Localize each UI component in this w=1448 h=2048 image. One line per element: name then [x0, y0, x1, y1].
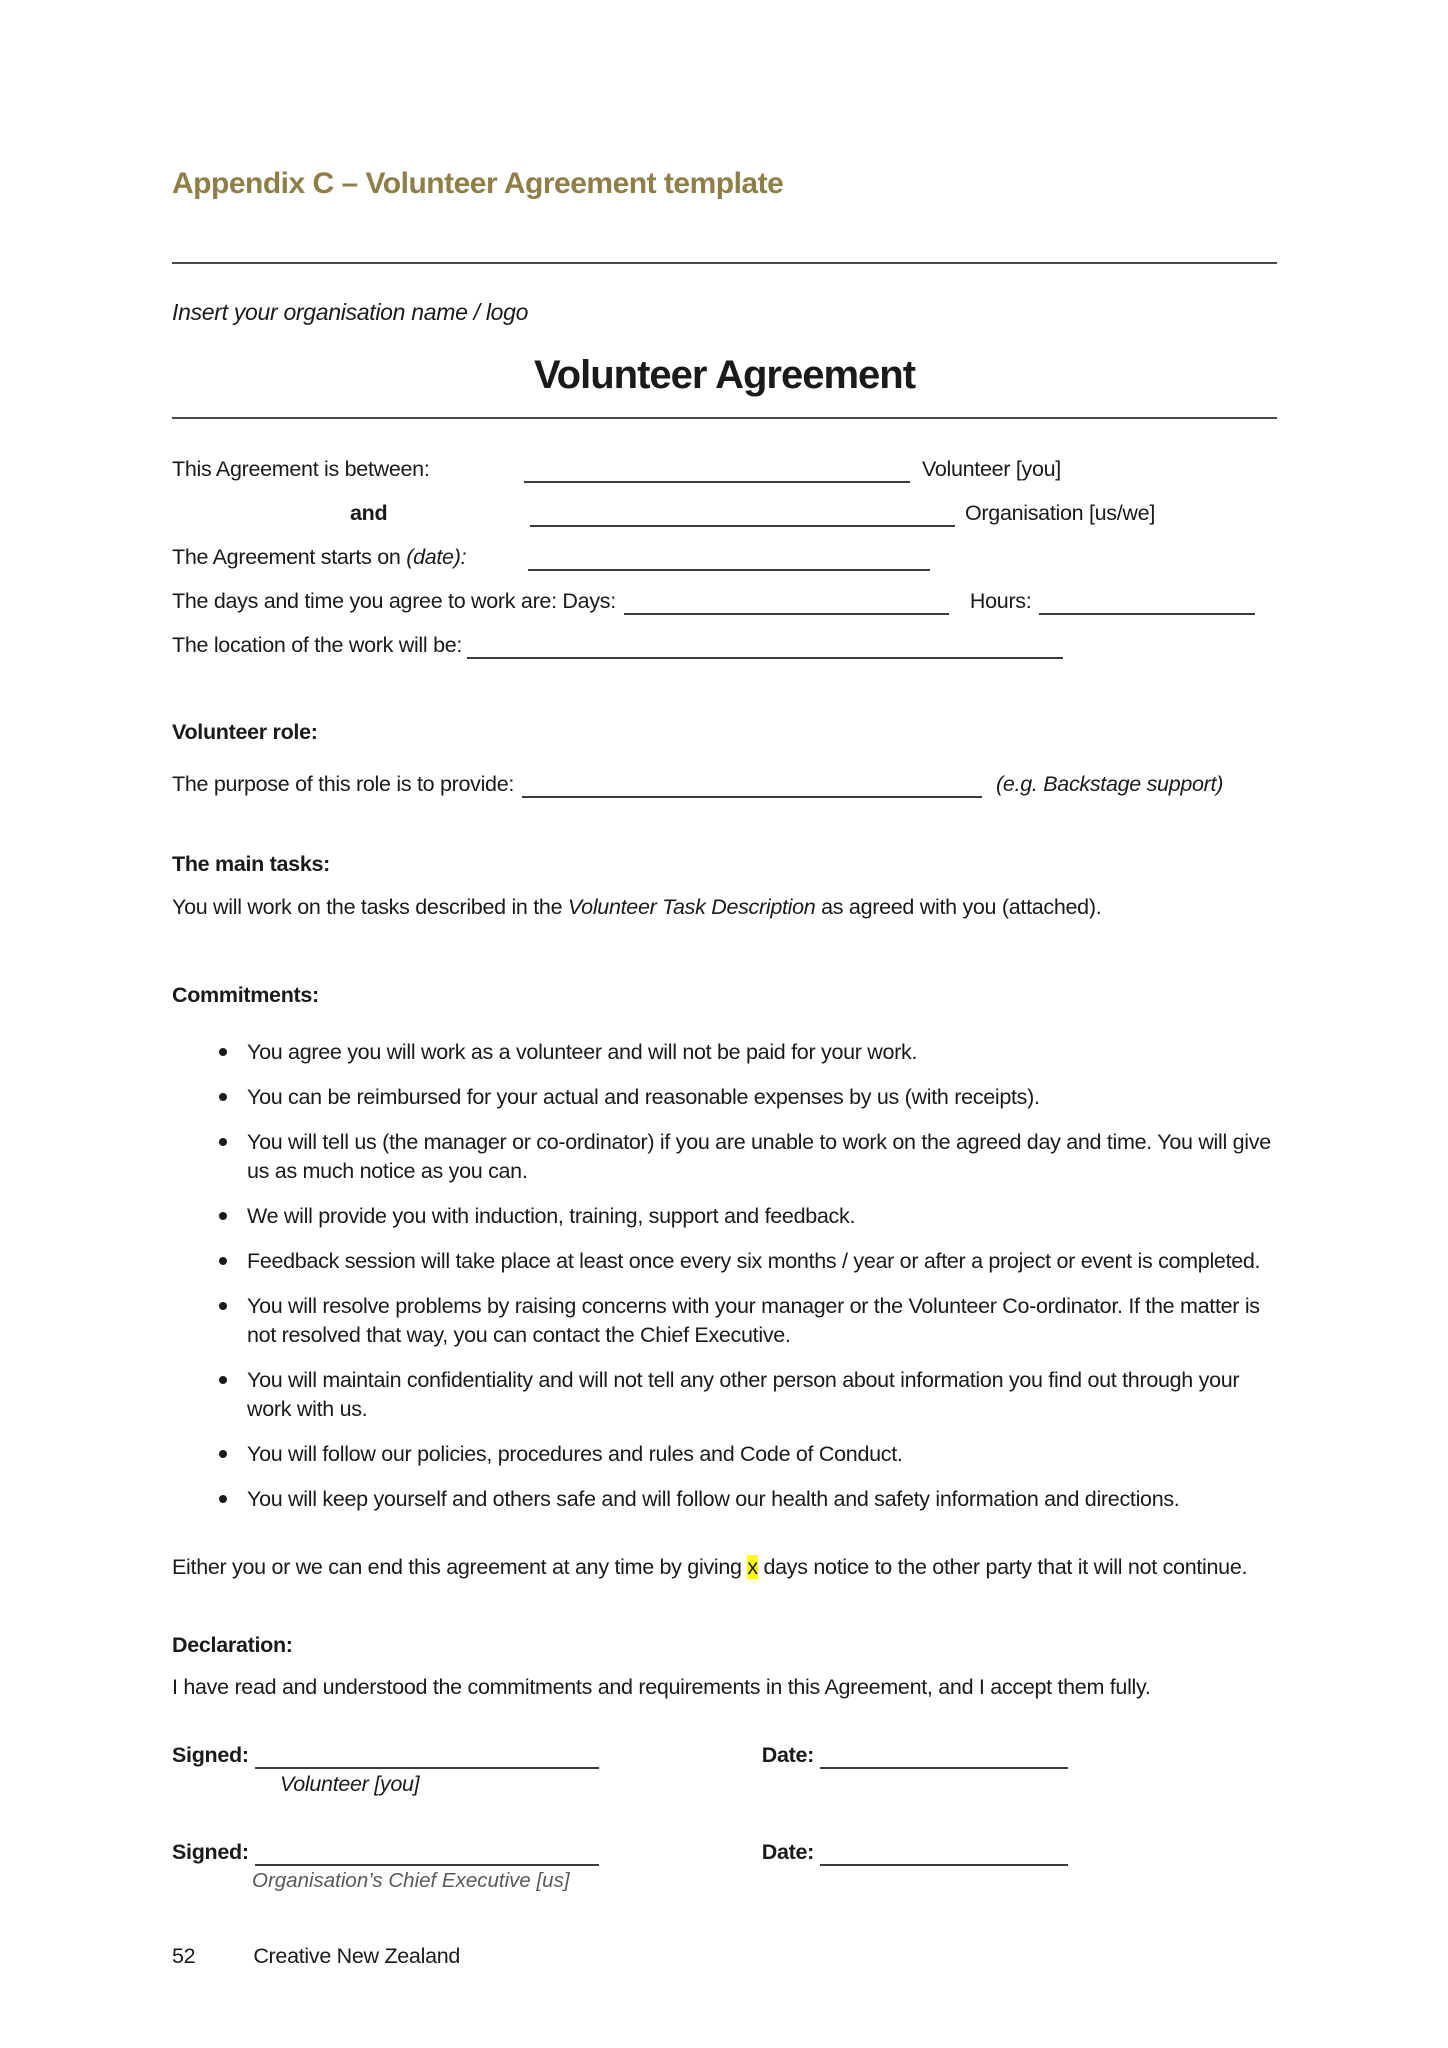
field-row-days-hours — [172, 587, 1277, 615]
highlighted-x-placeholder: x — [747, 1555, 758, 1579]
termination-clause: Either you or we can end this agreement at any time by giving x days notice to the other party that it will not continue. — [172, 1555, 1248, 1579]
list-item: Feedback session will take place at least once every six months / year or after a project or event is completed. — [172, 1247, 1277, 1276]
bullet-icon — [219, 1093, 227, 1101]
list-item: You will tell us (the manager or co-ordinator) if you are unable to work on the agreed day and time. You will give us as much notice as you can. — [172, 1128, 1277, 1186]
signature-note-chief-executive: Organisation’s Chief Executive [us] — [252, 1869, 570, 1892]
commitments-heading: Commitments: — [172, 983, 319, 1007]
bullet-icon — [219, 1212, 227, 1220]
list-item: You will follow our policies, procedures and rules and Code of Conduct. — [172, 1440, 1277, 1469]
bullet-icon — [219, 1302, 227, 1310]
signed-label: Signed: — [172, 1743, 249, 1767]
date-label: Date: — [761, 1743, 814, 1767]
blank-line-signature — [255, 1765, 599, 1769]
blank-line-volunteer-name — [524, 479, 910, 483]
field-row-start-date — [172, 543, 1277, 571]
list-item: You will keep yourself and others safe and will follow our health and safety information and directions. — [172, 1485, 1277, 1514]
and-label: and — [350, 501, 388, 525]
start-date-label: The Agreement starts on (date): — [172, 545, 467, 569]
signature-block-volunteer — [172, 1741, 1277, 1797]
blank-line-days — [624, 611, 949, 615]
days-label: The days and time you agree to work are: Days: — [172, 589, 616, 613]
signature-note-volunteer: Volunteer [you] — [280, 1772, 420, 1796]
organisation-name-placeholder-note: Insert your organisation name / logo — [172, 299, 529, 325]
blank-line-start-date — [528, 567, 930, 571]
appendix-title: Appendix C – Volunteer Agreement template — [172, 167, 784, 200]
page-number: 52 — [172, 1944, 196, 1968]
bullet-icon — [219, 1495, 227, 1503]
blank-line-purpose — [522, 794, 982, 798]
document-title: Volunteer Agreement — [533, 353, 916, 397]
list-item: You agree you will work as a volunteer and will not be paid for your work. — [172, 1038, 1277, 1067]
bullet-icon — [219, 1257, 227, 1265]
purpose-row — [172, 770, 1277, 798]
page-footer — [172, 1942, 1277, 1970]
list-item: You can be reimbursed for your actual and reasonable expenses by us (with receipts). — [172, 1083, 1277, 1112]
declaration-heading: Declaration: — [172, 1633, 293, 1657]
and-suffix: Organisation [us/we] — [965, 501, 1155, 525]
field-row-location — [172, 631, 1277, 659]
signed-label: Signed: — [172, 1840, 249, 1864]
list-item: We will provide you with induction, training, support and feedback. — [172, 1202, 1277, 1231]
page-content — [172, 0, 1277, 1970]
main-tasks-heading: The main tasks: — [172, 852, 330, 876]
task-description-italic: Volunteer Task Description — [567, 895, 816, 919]
blank-line-hours — [1039, 611, 1255, 615]
hours-label: Hours: — [969, 589, 1032, 613]
signature-row — [172, 1741, 1277, 1769]
blank-line-date — [820, 1765, 1068, 1769]
bullet-icon — [219, 1450, 227, 1458]
volunteer-role-heading: Volunteer role: — [172, 720, 318, 744]
footer-org-name: Creative New Zealand — [253, 1944, 461, 1968]
declaration-body: I have read and understood the commitments and requirements in this Agreement, and I accept them fully. — [172, 1675, 1151, 1699]
field-row-between — [172, 455, 1277, 483]
blank-line-location — [467, 655, 1063, 659]
date-italic-hint: (date): — [406, 545, 467, 569]
signature-block-chief-executive — [172, 1838, 1277, 1894]
between-suffix: Volunteer [you] — [922, 457, 1061, 481]
between-label: This Agreement is between: — [172, 457, 430, 481]
purpose-example: (e.g. Backstage support) — [996, 772, 1224, 796]
signature-row — [172, 1838, 1277, 1866]
main-tasks-body: You will work on the tasks described in the Volunteer Task Description as agreed with you (attached). — [172, 895, 1102, 919]
blank-line-organisation-name — [530, 523, 955, 527]
list-item: You will resolve problems by raising concerns with your manager or the Volunteer Co-ordinator. If the matter is not resolved that way, you can contact the Chief Executive. — [172, 1292, 1277, 1350]
location-label: The location of the work will be: — [172, 633, 463, 657]
bullet-icon — [219, 1048, 227, 1056]
bullet-icon — [219, 1376, 227, 1384]
date-label: Date: — [761, 1840, 814, 1864]
horizontal-rule-top — [172, 262, 1277, 264]
purpose-label: The purpose of this role is to provide: — [172, 772, 515, 796]
horizontal-rule-under-title — [172, 417, 1277, 419]
bullet-icon — [219, 1138, 227, 1146]
commitments-list — [172, 1038, 1277, 1514]
blank-line-date — [820, 1862, 1068, 1866]
agreement-fields — [172, 455, 1277, 659]
field-row-and — [172, 499, 1277, 527]
blank-line-signature — [255, 1862, 599, 1866]
list-item: You will maintain confidentiality and will not tell any other person about information you find out through your work with us. — [172, 1366, 1277, 1424]
